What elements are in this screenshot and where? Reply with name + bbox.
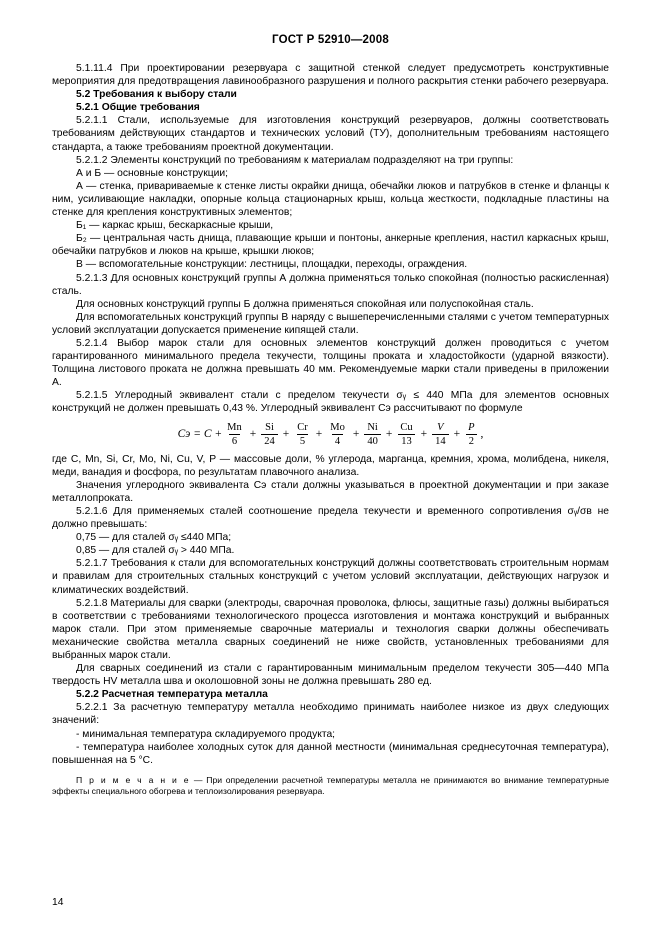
- paragraph-5-2-1-8: 5.2.1.8 Материалы для сварки (электроды, сварочная проволока, флюсы, защитные газы) должны выбираться в соответствии с требованиями технологического процесса изготовления и монтажа конструкций и выбранных марок стали. При этом применяемые сварочные материалы и технология сварки должны обеспечивать механические свойства металла сварных соединений не ниже свойств, установленных требованиями для выбранных марок стали.: [52, 597, 609, 661]
- list-item-min-product-temp: - минимальная температура складируемого продукта;: [76, 728, 336, 740]
- carbon-equivalent-formula: Cэ = C + $\frac{Mn}{6}$ + $\frac{Si}{24}$ + $\frac{Cr}{5}$ + $\frac{Mo}{4}$ + $\frac{Ni}{40}$ + $\frac{Cu}{13}$ + $\frac{V}{14}$ + $\frac{P}{2}$ ,: [177, 421, 484, 447]
- formula-tail: ,: [480, 427, 484, 440]
- paragraph-group-a: А — стенка, привариваемые к стенке листы окрайки днища, обечайки люков и патрубков в стенке и фланцы к ним, усиливающие накладки, опорные кольца стационарных крыш, кольца жесткости, подкладные пластины на стенке для крепления конструктивных элементов;: [52, 180, 609, 219]
- paragraph-ratio-075: 0,75 — для сталей σᵧ ≤440 МПа;: [76, 532, 232, 544]
- page-number: 14: [52, 897, 64, 908]
- heading-5-2-1: 5.2.1 Общие требования: [76, 102, 200, 114]
- standard-header: ГОСТ Р 52910—2008: [272, 34, 389, 46]
- paragraph-5-2-1-2: 5.2.1.2 Элементы конструкций по требованиям к материалам подразделяют на три группы:: [76, 154, 514, 166]
- formula-lead: Cэ = C +: [177, 427, 223, 440]
- formula-term-cu: $\frac{Cu}{13}$: [397, 422, 415, 447]
- paragraph-5-2-1-4: 5.2.1.4 Выбор марок стали для основных элементов конструкций должен проводиться с учетом гарантированного минимального предела текучести, толщины проката и хладостойкости (ударной вязкости). Толщина листового проката не должна превышать 40 мм. Рекомендуемые марки стали приведены в приложении А.: [52, 337, 609, 389]
- note-text: — При определении расчетной температуры металла не принимаются во внимание температурные эффекты специального обогрева и теплоизолирования резервуара.: [52, 774, 609, 797]
- formula-term-ni: $\frac{Ni}{40}$: [364, 422, 381, 447]
- heading-5-2-2: 5.2.2 Расчетная температура металла: [76, 689, 268, 701]
- paragraph-5-2-1-3b: Для основных конструкций группы Б должна применяться спокойная или полуспокойная сталь.: [76, 298, 534, 310]
- paragraph-formula-legend: где C, Mn, Si, Cr, Mo, Ni, Cu, V, P — массовые доли, % углерода, марганца, кремния, хрома, молибдена, никеля, меди, ванадия и фосфора, по результатам плавочного анализа.: [52, 453, 609, 478]
- formula-term-si: $\frac{Si}{24}$: [261, 422, 278, 447]
- heading-5-2: 5.2 Требования к выбору стали: [76, 89, 237, 101]
- note-label: П р и м е ч а н и е: [76, 774, 191, 785]
- formula-term-cr: $\frac{Cr}{5}$: [297, 421, 308, 447]
- formula-term-mo: $\frac{Mo}{4}$: [330, 421, 345, 447]
- note-block: [52, 775, 609, 797]
- paragraph-ce-requirement: Значения углеродного эквивалента Cэ стали должны указываться в проектной документации и при заказе металлопроката.: [52, 479, 609, 504]
- paragraph-group-ab: А и Б — основные конструкции;: [76, 167, 228, 179]
- paragraph-group-b2: Б₂ — центральная часть днища, плавающие крыши и понтоны, анкерные крепления, настил каркасных крыш, обечайки патрубков и люков на крыше, крышки люков;: [52, 233, 609, 258]
- paragraph-ratio-085: 0,85 — для сталей σᵧ > 440 МПа.: [76, 545, 235, 557]
- paragraph-5-2-2-1: 5.2.2.1 За расчетную температуру металла необходимо принимать наиболее низкое из двух следующих значений:: [52, 702, 609, 727]
- paragraph-5-2-1-1: 5.2.1.1 Стали, используемые для изготовления конструкций резервуаров, должны соответствовать требованиям действующих стандартов и технических условий (ТУ), дополнительным требованиям настоящего стандарта, а также требованиям проектной документации.: [52, 115, 609, 153]
- paragraph-group-b1: Б₁ — каркас крыш, бескаркасные крыши,: [76, 220, 274, 232]
- paragraph-5-2-1-6: 5.2.1.6 Для применяемых сталей соотношение предела текучести и временного сопротивления σᵧ/σв не должно превышать:: [52, 505, 609, 531]
- paragraph-5-2-1-3c: Для вспомогательных конструкций группы В наряду с вышеперечисленными сталями с учетом температурных условий эксплуатации допускается применение кипящей стали.: [52, 311, 609, 336]
- formula-term-mn: $\frac{Mn}{6}$: [227, 421, 242, 447]
- formula-term-v: $\frac{V}{14}$: [432, 422, 449, 447]
- paragraph-5-2-1-3: 5.2.1.3 Для основных конструкций группы А должна применяться только спокойная (полностью раскисленная) сталь.: [52, 272, 609, 297]
- paragraph-5-2-1-5: 5.2.1.5 Углеродный эквивалент стали с пределом текучести σᵧ ≤ 440 МПа для элементов основных конструкций не должен превышать 0,43 %. Углеродный эквивалент Cэ рассчитывают по формуле: [52, 390, 609, 415]
- formula-term-p: $\frac{P}{2}$: [465, 422, 477, 447]
- paragraph-weld-hardness: Для сварных соединений из стали с гарантированным минимальным пределом текучести 305—440 МПа твердость HV металла шва и околошовной зоны не должна превышать 280 ед.: [52, 663, 609, 688]
- paragraph-group-v: В — вспомогательные конструкции: лестницы, площадки, переходы, ограждения.: [76, 259, 468, 271]
- paragraph-5-2-1-7: 5.2.1.7 Требования к стали для вспомогательных конструкций должны соответствовать строительным нормам и правилам для строительных стальных конструкций с учетом условий эксплуатации, действующих нагрузок и климатических воздействий.: [52, 558, 609, 596]
- paragraph-5-1-11-4: 5.1.11.4 При проектировании резервуара с защитной стенкой следует предусмотреть конструктивные мероприятия для предотвращения лавинообразного разрушения и полного раскрытия стенки рабочего резервуара.: [52, 63, 609, 88]
- document-body: [52, 62, 609, 797]
- list-item-coldest-day-temp: - температура наиболее холодных суток для данной местности (минимальная среднесуточная температура), повышенная на 5 °С.: [52, 741, 609, 766]
